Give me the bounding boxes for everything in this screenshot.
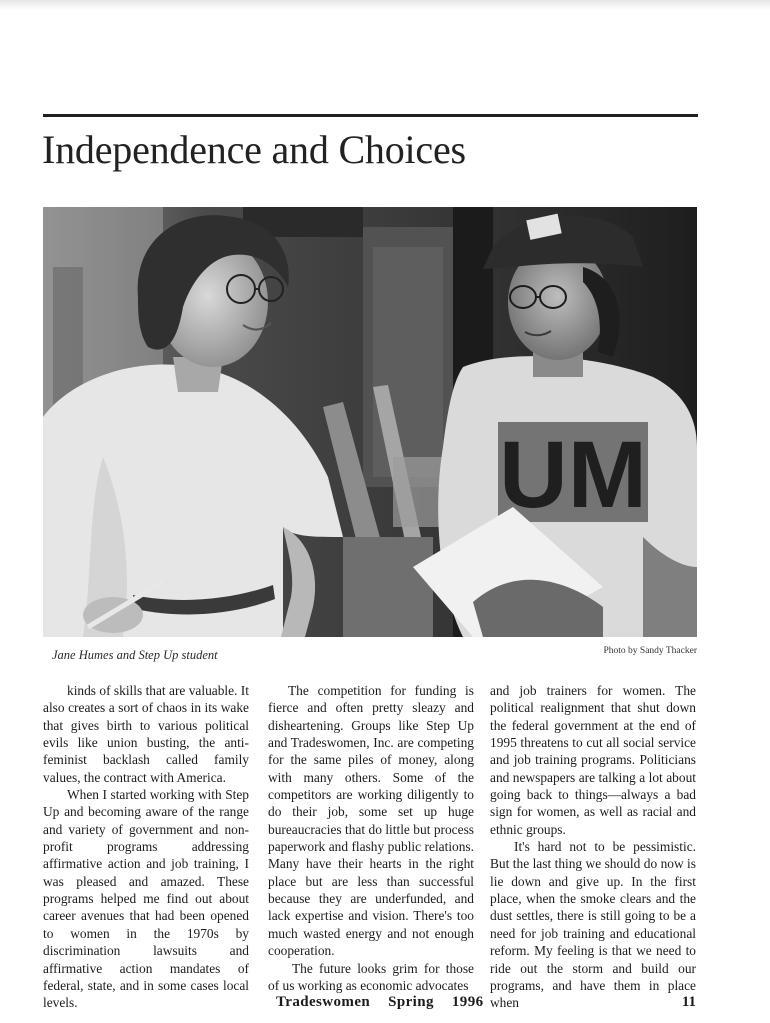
publication-line: [276, 994, 502, 1011]
photo-credit: Photo by Sandy Thacker: [603, 646, 697, 656]
publication-name: Tradeswomen: [276, 994, 371, 1010]
page-footer: [0, 994, 770, 1014]
photo-illustration: [43, 207, 697, 637]
title-rule: [43, 114, 698, 117]
article-title: Independence and Choices: [42, 127, 466, 172]
shirt-graphic: UM: [499, 422, 647, 528]
paragraph: The future looks grim for those of us working as economic advocates: [268, 960, 474, 993]
photo-caption: Jane Humes and Step Up student: [52, 648, 218, 662]
article-column-3: [490, 682, 696, 1012]
article-photo: [43, 207, 697, 637]
paragraph: When I started working with Step Up and becoming aware of the range and variety of government and non-profit programs addressing affirmative action and job training, I was pleased and amazed. These programs helped me find out about career avenues that had been opened to women in the 1970s by discrimination lawsuits and affirmative action mandates of federal, state, and in some cases local levels.: [43, 787, 249, 1011]
page-number: 11: [681, 994, 696, 1010]
issue-season: Spring: [388, 994, 434, 1010]
paragraph: The competition for funding is fierce and often pretty sleazy and disheartening. Groups like Step Up and Tradeswomen, Inc. are competing for the same piles of money, along with many others. Some of the competitors are working diligently to do their job, some set up huge bureaucracies that do little but process paperwork and flashy public relations. Many have their hearts in the right place but are less than successful because they are underfunded, and lack expertise and vision. There's too much wasted energy and not enough cooperation.: [268, 683, 474, 959]
paragraph: It's hard not to be pessimistic. But the last thing we should do now is lie down and give up. In the first place, when the smoke clears and the dust settles, there is still going to be a need for job training and educational reform. My feeling is that we need to ride out the storm and build our programs, and have them in place when: [490, 839, 696, 1011]
article-column-1: [43, 682, 249, 1012]
paragraph: and job trainers for women. The political realignment that shut down the federal government at the end of 1995 threatens to cut all social service and job training programs. Politicians and newspapers are talking a lot about going back to things—always a bad sign for women, as well as racial and ethnic groups.: [490, 683, 696, 837]
issue-year: 1996: [451, 994, 484, 1010]
article-column-2: [268, 682, 474, 994]
paragraph: kinds of skills that are valuable. It also creates a sort of chaos in its wake that gives birth to various political evils like union busting, the anti-feminist backlash called family values, the contract with America.: [43, 683, 249, 785]
page-edge-shade: [0, 0, 770, 10]
